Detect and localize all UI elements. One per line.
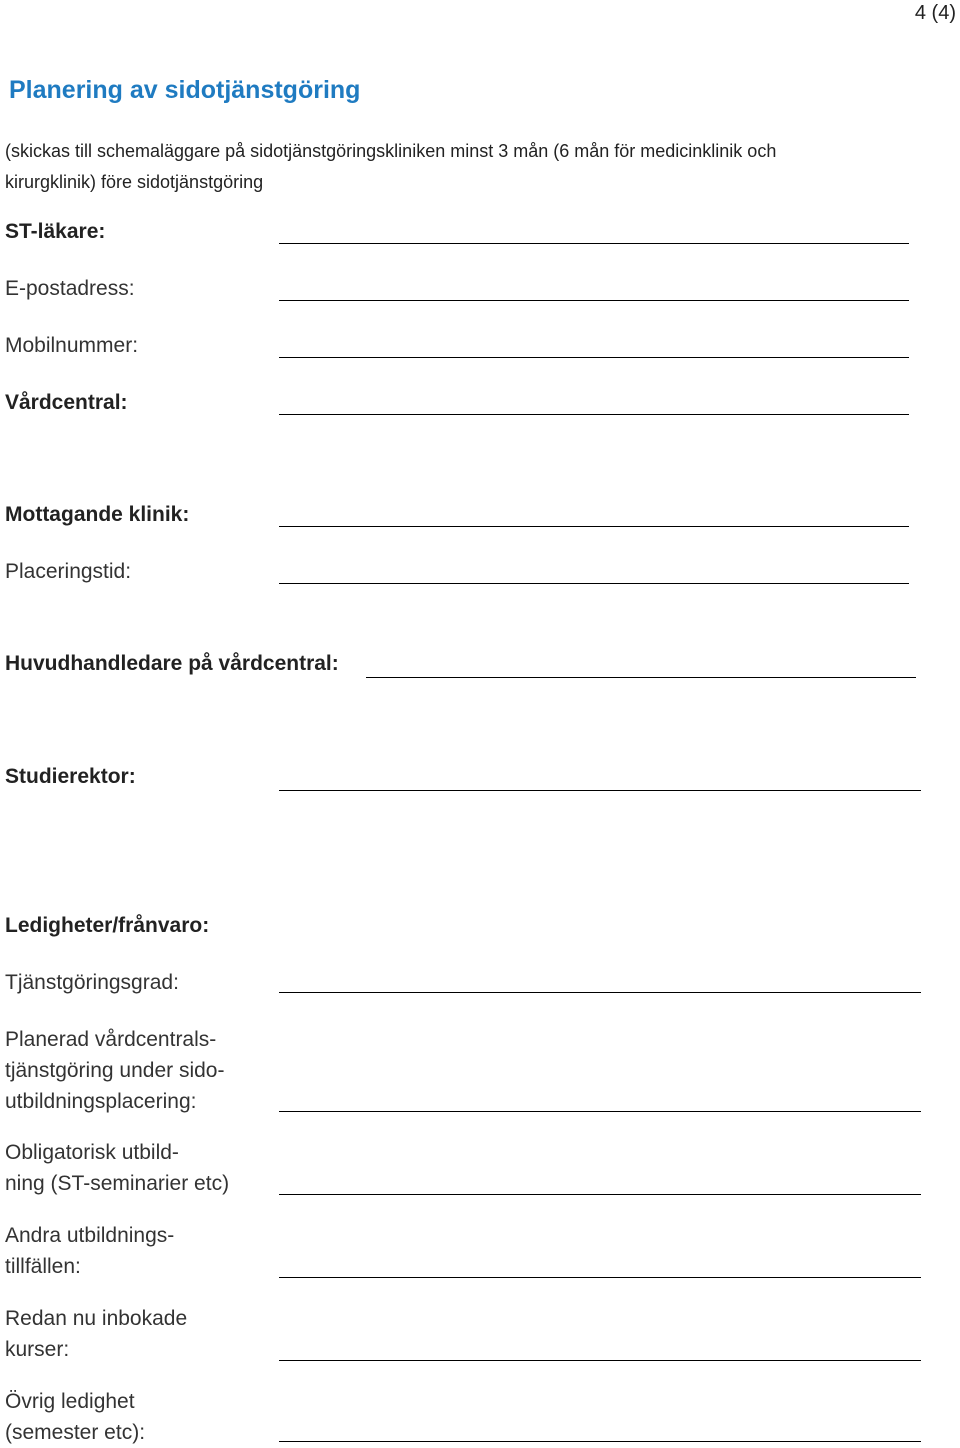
placement-time-label: Placeringstid:	[5, 560, 132, 583]
booked-courses-label-line-1: Redan nu inbokade	[5, 1307, 188, 1330]
mandatory-training-label	[5, 1137, 275, 1199]
booked-courses-field[interactable]	[279, 1360, 921, 1361]
receiving-clinic-field[interactable]	[279, 526, 909, 527]
director-of-studies-field[interactable]	[279, 790, 921, 791]
planned-service-field[interactable]	[279, 1111, 921, 1112]
email-label: E-postadress:	[5, 277, 135, 300]
booked-courses-label-line-2: kurser:	[5, 1338, 70, 1361]
vardcentral-label: Vårdcentral:	[5, 391, 128, 414]
other-training-label-line-2: tillfällen:	[5, 1255, 81, 1278]
st-lakare-label: ST-läkare:	[5, 220, 106, 243]
other-leave-label-line-1: Övrig ledighet	[5, 1390, 135, 1413]
form-instructions	[5, 136, 905, 198]
mandatory-training-label-line-1: Obligatorisk utbild-	[5, 1141, 179, 1164]
other-leave-label-line-2: (semester etc):	[5, 1421, 146, 1444]
other-training-field[interactable]	[279, 1277, 921, 1278]
main-supervisor-field[interactable]	[366, 677, 916, 678]
form-title: Planering av sidotjänstgöring	[9, 76, 361, 104]
planned-service-label-line-3: utbildningsplacering:	[5, 1090, 197, 1113]
planned-service-label	[5, 1024, 275, 1117]
planned-service-label-line-1: Planerad vårdcentrals-	[5, 1028, 217, 1051]
other-training-label-line-1: Andra utbildnings-	[5, 1224, 175, 1247]
other-leave-label	[5, 1386, 275, 1448]
instructions-line-2: kirurgklinik) före sidotjänstgöring	[5, 172, 264, 192]
director-of-studies-label: Studierektor:	[5, 765, 136, 788]
mandatory-training-label-line-2: ning (ST-seminarier etc)	[5, 1172, 230, 1195]
booked-courses-label	[5, 1303, 275, 1365]
service-degree-field[interactable]	[279, 992, 921, 993]
st-lakare-field[interactable]	[279, 243, 909, 244]
mobile-label: Mobilnummer:	[5, 334, 139, 357]
vardcentral-field[interactable]	[279, 414, 909, 415]
mobile-field[interactable]	[279, 357, 909, 358]
planned-service-label-line-2: tjänstgöring under sido-	[5, 1059, 225, 1082]
main-supervisor-label: Huvudhandledare på vårdcentral:	[5, 652, 339, 675]
placement-time-field[interactable]	[279, 583, 909, 584]
service-degree-label: Tjänstgöringsgrad:	[5, 971, 179, 994]
mandatory-training-field[interactable]	[279, 1194, 921, 1195]
receiving-clinic-label: Mottagande klinik:	[5, 503, 190, 526]
email-field[interactable]	[279, 300, 909, 301]
other-training-label	[5, 1220, 275, 1282]
leave-absence-heading: Ledigheter/frånvaro:	[5, 914, 210, 937]
instructions-line-1: (skickas till schemaläggare på sidotjänstgöringskliniken minst 3 mån (6 mån för medicinklinik och	[5, 141, 777, 161]
page-number: 4 (4)	[914, 2, 956, 24]
other-leave-field[interactable]	[279, 1441, 921, 1442]
